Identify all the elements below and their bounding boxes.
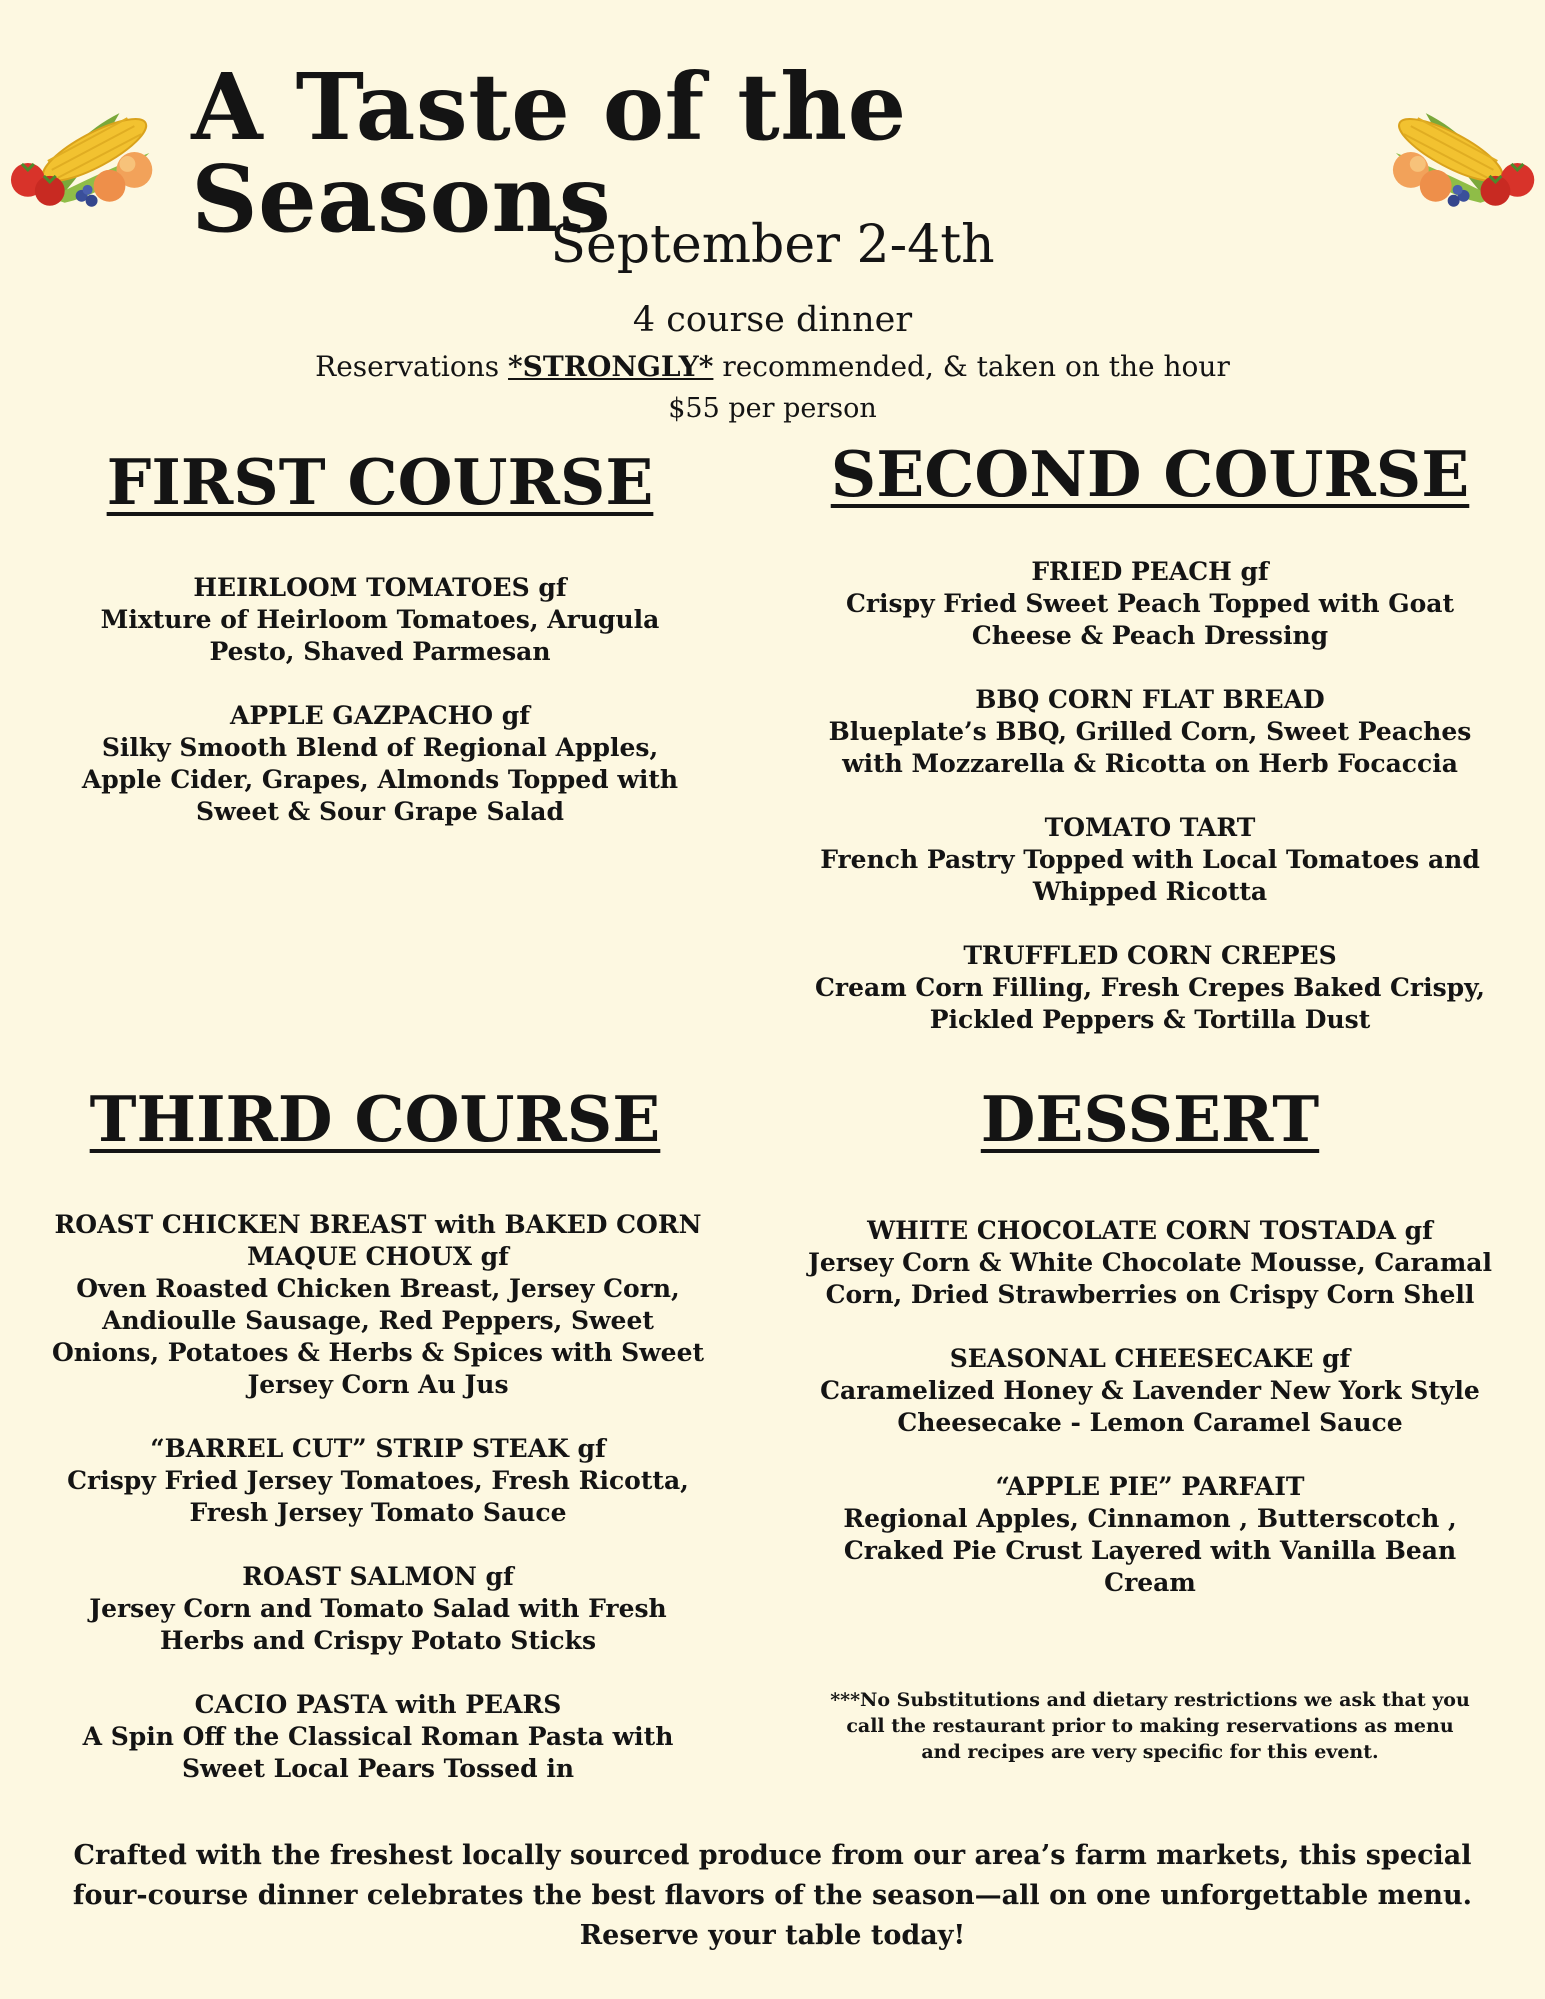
dish-name: SEASONAL CHEESECAKE gf	[949, 1344, 1351, 1373]
footer-text: Crafted with the freshest locally sourced produce from our area’s farm markets, this special four-course dinner celebrates the best flavors of the season—all on one unforgettable menu. Reserve your table today!	[72, 1840, 1473, 1951]
list-item	[48, 1561, 708, 1657]
list-item	[48, 1689, 708, 1785]
page-title: A Taste of the Seasons	[191, 53, 907, 253]
list-item	[65, 700, 695, 828]
dinner-subtitle: 4 course dinner	[632, 300, 913, 340]
list-item	[805, 684, 1495, 780]
dish-name: BBQ CORN FLAT BREAD	[975, 685, 1325, 714]
dessert-list	[800, 1215, 1500, 1631]
produce-icon	[0, 98, 169, 208]
reservations-emphasis: *STRONGLY*	[508, 350, 714, 383]
dish-name: FRIED PEACH gf	[1031, 557, 1269, 586]
list-item	[800, 1343, 1500, 1439]
dish-description: Jersey Corn and Tomato Salad with Fresh Herbs and Crispy Potato Sticks	[89, 1594, 667, 1655]
dish-description: A Spin Off the Classical Roman Pasta with Sweet Local Pears Tossed in	[82, 1722, 674, 1783]
dessert-heading: DESSERT	[980, 1082, 1320, 1156]
dish-description: Cream Corn Filling, Fresh Crepes Baked Crispy, Pickled Peppers & Tortilla Dust	[815, 973, 1485, 1034]
list-item	[800, 1215, 1500, 1311]
first-course-list	[65, 572, 695, 860]
list-item	[65, 572, 695, 668]
third-course-heading: THIRD COURSE	[89, 1082, 661, 1156]
dish-name: TRUFFLED CORN CREPES	[963, 941, 1337, 970]
price: $55 per person	[668, 393, 877, 424]
reservations-line	[0, 350, 1545, 383]
first-course-heading: FIRST COURSE	[106, 445, 654, 519]
dish-name: ROAST CHICKEN BREAST with BAKED CORN MAQUE CHOUX gf	[54, 1210, 702, 1271]
list-item	[805, 556, 1495, 652]
produce-icon	[1376, 98, 1545, 208]
dish-name: CACIO PASTA with PEARS	[194, 1690, 562, 1719]
dish-name: “BARREL CUT” STRIP STEAK gf	[150, 1434, 606, 1463]
list-item	[800, 1471, 1500, 1599]
dish-description: French Pastry Topped with Local Tomatoes and Whipped Ricotta	[820, 845, 1480, 906]
reservations-suffix: recommended, & taken on the hour	[713, 350, 1230, 383]
reservations-prefix: Reservations	[315, 350, 509, 383]
third-course-list	[48, 1209, 708, 1817]
dish-description: Oven Roasted Chicken Breast, Jersey Corn, Andioulle Sausage, Red Peppers, Sweet Onions, Potatoes & Herbs & Spices with Sweet Jersey Corn Au Jus	[51, 1274, 705, 1399]
list-item	[48, 1433, 708, 1529]
second-course-heading: SECOND COURSE	[830, 437, 1470, 511]
dish-name: WHITE CHOCOLATE CORN TOSTADA gf	[867, 1216, 1433, 1245]
dish-name: APPLE GAZPACHO gf	[230, 701, 530, 730]
dish-description: Blueplate’s BBQ, Grilled Corn, Sweet Peaches with Mozzarella & Ricotta on Herb Focaccia	[828, 717, 1472, 778]
dish-description: Mixture of Heirloom Tomatoes, Arugula Pesto, Shaved Parmesan	[100, 605, 660, 666]
dish-name: TOMATO TART	[1044, 813, 1256, 842]
list-item	[48, 1209, 708, 1401]
list-item	[805, 940, 1495, 1036]
dish-description: Silky Smooth Blend of Regional Apples, Apple Cider, Grapes, Almonds Topped with Sweet & Sour Grape Salad	[81, 733, 679, 826]
dish-description: Caramelized Honey & Lavender New York Style Cheesecake - Lemon Caramel Sauce	[820, 1376, 1480, 1437]
second-course-list	[805, 556, 1495, 1068]
list-item	[805, 812, 1495, 908]
event-date: September 2-4th	[550, 215, 995, 275]
dish-name: ROAST SALMON gf	[242, 1562, 514, 1591]
dish-description: Jersey Corn & White Chocolate Mousse, Caramal Corn, Dried Strawberries on Crispy Corn Shell	[807, 1248, 1493, 1309]
dish-description: Regional Apples, Cinnamon , Butterscotch , Craked Pie Crust Layered with Vanilla Bean Cream	[843, 1504, 1457, 1597]
dish-description: Crispy Fried Jersey Tomatoes, Fresh Ricotta, Fresh Jersey Tomato Sauce	[67, 1466, 689, 1527]
dish-description: Crispy Fried Sweet Peach Topped with Goat Cheese & Peach Dressing	[845, 589, 1455, 650]
dish-name: HEIRLOOM TOMATOES gf	[193, 573, 567, 602]
dish-name: “APPLE PIE” PARFAIT	[995, 1472, 1305, 1501]
substitutions-note: ***No Substitutions and dietary restrictions we ask that you call the restaurant prior to making reservations as menu and recipes are very specific for this event.	[830, 1689, 1470, 1763]
